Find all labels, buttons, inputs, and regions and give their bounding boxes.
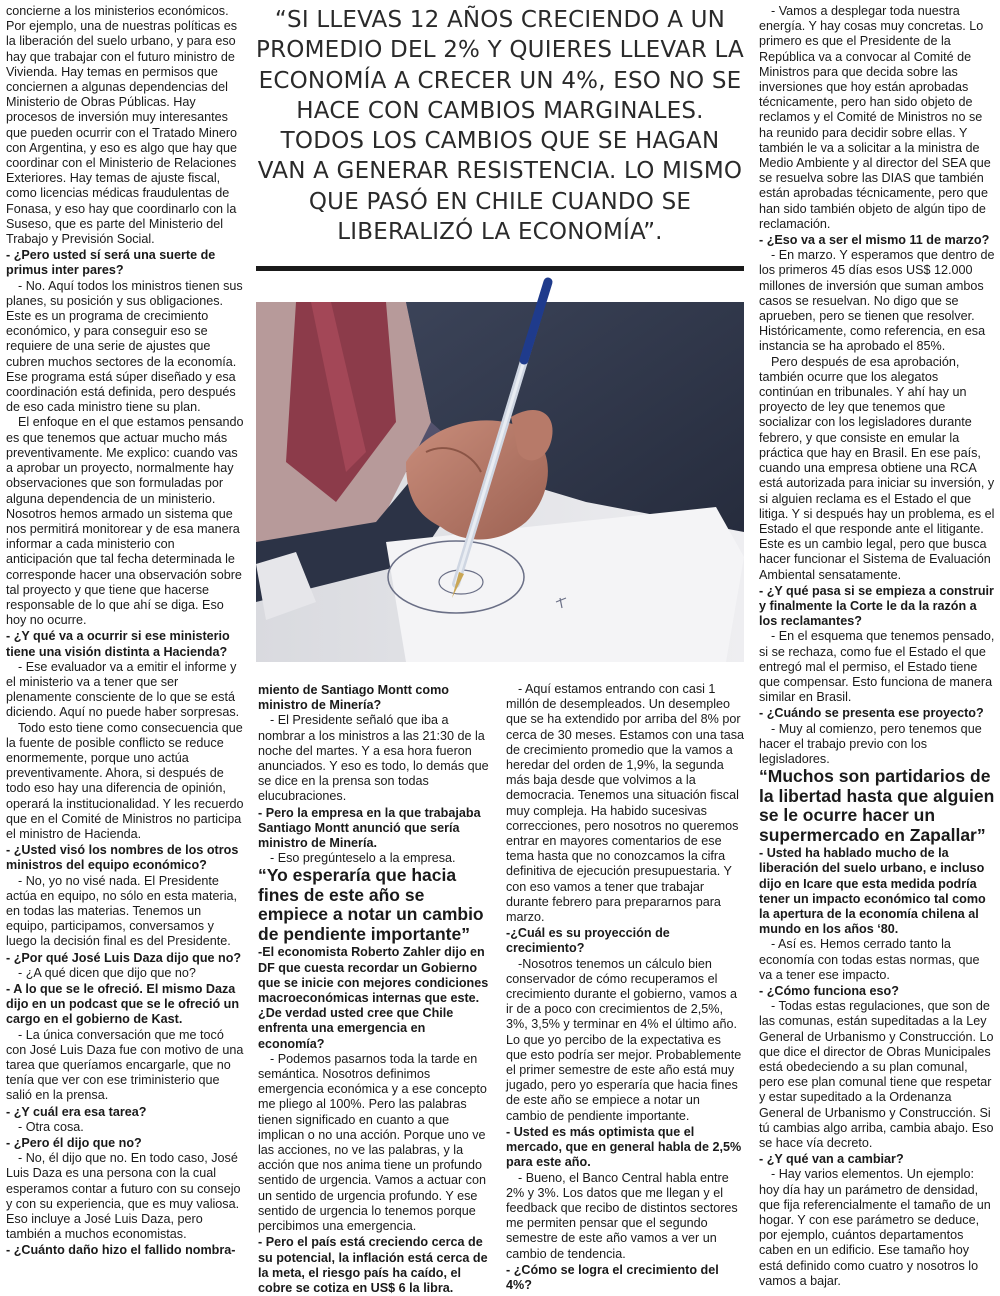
answer-paragraph: - En el esquema que tenemos pensado, si se rechaza, como fue el Estado el que entregó mal el permiso, el Estado tiene que compensar. Esto funciona de manera similar en Brasil. xyxy=(759,629,995,705)
quote-divider xyxy=(256,266,744,271)
answer-paragraph: Pero después de esa aprobación, también ocurre que los alegatos continúan en tribunales. Y ahí hay un proyecto de ley que tenemos que socializar con los legisladores durante febrero, y que consiste en emular la práctica que hay en Brasil. En ese país, cuando una empresa obtiene una RCA está autorizada para iniciar su inversión, y si alguien reclama es el Estado el que litiga. Y si después hay un problema, es el Estado el que responde ante el litigante. Este es un cambio legal, pero que busca hacer funcionar el Sistema de Evaluación Ambiental sensatamente. xyxy=(759,354,995,582)
article-column-2 xyxy=(258,682,494,1295)
answer-paragraph: - Así es. Hemos cerrado tanto la economía con todas estas normas, que va a tener ese impacto. xyxy=(759,937,980,982)
article-column-1 xyxy=(6,4,244,1268)
answer-paragraph: - Podemos pasarnos toda la tarde en semántica. Nosotros definimos emergencia económica y a ese concepto me pliego al 100%. Pero las palabras tienen significado en cuanto a que implican o no una acción. Porque uno ve las acciones, no ve las palabras, y la acción que nos anima tiene un profundo sentido de urgencia. Vamos a actuar con un sentido de urgencia profundo. Y ese sentido de urgencia lo tenemos porque percibimos una emergencia. xyxy=(258,1051,487,1234)
interview-question: - ¿Cómo funciona eso? xyxy=(759,983,899,998)
interview-question: - ¿Cuánto daño hizo el fallido nombra- xyxy=(6,1243,236,1258)
answer-paragraph: - La única conversación que me tocó con José Luis Daza fue con motivo de una tarea que queríamos encargarle, que no tenía que ver con ese triministerio que salió en la prensa. xyxy=(6,1027,244,1103)
answer-paragraph: - Muy al comienzo, pero tenemos que hacer el trabajo previo con los legisladores. xyxy=(759,721,982,766)
answer-paragraph: concierne a los ministerios económicos. Por ejemplo, una de nuestras políticas es la liberación del suelo urbano, y para eso hay que trabajar con el futuro ministro de Vivienda. Hay temas en permisos que conciernen a algunas dependencias del Ministerio de Obras Públicas. Hay procesos de inversión muy interesantes que pueden ocurrir con el Tratado Minero con Argentina, y eso es algo que hay que coordinar con el Ministerio de Relaciones Exteriores. Hay temas de ajuste fiscal, como licencias médicas fraudulentas de Fonasa, y eso hay que coordinarlo con la Suseso, que es parte del Ministerio del Trabajo y Previsión Social. xyxy=(6,4,238,247)
answer-paragraph: - El Presidente señaló que iba a nombrar a los ministros a las 21:30 de la noche del martes. Y a esa hora fueron anunciados. Y eso es todo, lo demás que se dice en la prensa son todas elucubraciones. xyxy=(258,713,489,804)
answer-paragraph: - No, yo no visé nada. El Presidente actúa en equipo, no sólo en esta materia, en todas las materias. Tenemos un equipo, participamos, conversamos y luego la decisión final es del Presidente. xyxy=(6,873,238,949)
interview-question: - ¿Y qué va a ocurrir si ese ministerio tiene una visión distinta a Hacienda? xyxy=(6,629,230,659)
answer-paragraph: - Hay varios elementos. Un ejemplo: hoy día hay un parámetro de densidad, que fija referencialmente el tamaño de un hogar. Y con ese parámetro se deduce, por ejemplo, cuántos departamentos caben en un edificio. Ese tamaño hoy está definido como cuatro y nosotros lo vamos a bajar. xyxy=(759,1167,991,1288)
answer-paragraph: - En marzo. Y esperamos que dentro de los primeros 45 días esos US$ 12.000 millones de inversión que suman ambos casos se resuelvan. No digo que se aprueben, pero se tienen que resolver. Históricamente, como referencia, en esa instancia se ha aprobado el 85%. xyxy=(759,248,995,354)
interview-question: - Usted es más optimista que el mercado, que en general habla de 2,5% para este año. xyxy=(506,1124,742,1170)
interview-question: - ¿Eso va a ser el mismo 11 de marzo? xyxy=(759,233,990,248)
answer-paragraph: - Vamos a desplegar toda nuestra energía. Y hay cosas muy concretas. Lo primero es que el Presidente de la República va a convocar al Comité de Ministros para que decida sobre las inversiones que hoy están aprobadas técnicamente, pero han sido objeto de reclamos y el Comité de Ministros no se ha reunido para decidir sobre ellas. Y también le va a solicitar a la ministra de Medio Ambiente y al director del SEA que se resuelva sobre las DIAS que también están aprobadas técnicamente, pero que han sido también objeto de algún tipo de reclamación. xyxy=(759,4,991,231)
interview-question: - ¿Cómo se logra el crecimiento del 4%? xyxy=(506,1262,719,1292)
interview-question: miento de Santiago Montt como ministro de Minería? xyxy=(258,683,450,713)
interview-question: - Pero la empresa en la que trabajaba Santiago Montt anunció que sería ministro de Minería. xyxy=(258,805,481,851)
section-heading: “Yo esperaría que hacia fines de este año se empiece a notar un cambio de pendiente importante” xyxy=(258,865,484,944)
interview-question: - ¿Y cuál era esa tarea? xyxy=(6,1104,147,1119)
answer-paragraph: - Eso pregúnteselo a la empresa. xyxy=(270,851,456,866)
interview-question: - ¿Pero él dijo que no? xyxy=(6,1136,142,1151)
interview-question: - Pero el país está creciendo cerca de su potencial, la inflación está cerca de la meta, el riesgo país ha caído, el cobre se cotiza en US$ 6 la libra. xyxy=(258,1235,488,1295)
interview-question: - ¿Pero usted sí será una suerte de primus inter pares? xyxy=(6,248,216,278)
section-heading: “Muchos son partidarios de la libertad hasta que alguien se le ocurre hacer un supermercado en Zapallar” xyxy=(759,766,995,845)
answer-paragraph: - Bueno, el Banco Central habla entre 2% y 3%. Los datos que me llegan y el feedback que recibo de distintos sectores me permiten pensar que el segundo semestre de este año vamos a ver un cambio de tendencia. xyxy=(506,1170,738,1261)
answer-paragraph: - Otra cosa. xyxy=(18,1119,84,1134)
interview-question: - Usted ha hablado mucho de la liberación del suelo urbano, e incluso dijo en Icare que esta medida podría tener un impacto económico tal como la apertura de la economía chilena al mundo en los años ‘80. xyxy=(759,846,986,937)
answer-paragraph: - No, él dijo que no. En todo caso, José Luis Daza es una persona con la cual esperamos contar a futuro con su consejo y con su experiencia, que es muy valiosa. Eso incluye a José Luis Daza, pero también a muchos economistas. xyxy=(6,1151,241,1242)
article-column-4 xyxy=(759,4,995,1288)
interview-question: - ¿Y qué pasa si se empieza a construir y finalmente la Corte le da la razón a los reclamantes? xyxy=(759,583,994,629)
answer-paragraph: - Todas estas regulaciones, que son de las comunas, están supeditadas a la Ley General de Urbanismo y Construcción. Lo que dice el director de Obras Municipales está obedeciendo a su plan comunal, pero ese plan comunal tiene que respetar y estar supeditado a la Ordenanza General de Urbanismo y Construcción. Si tú cambias algo arriba, cambia abajo. Eso se hace vía decreto. xyxy=(759,999,994,1151)
answer-paragraph: El enfoque en el que estamos pensando es que tenemos que actuar mucho más preventivamente. Me explico: cuando vas a aprobar un proyecto, normalmente hay observaciones que son formuladas por alguna dependencia de un ministerio. Nosotros hemos armado un sistema que nos permitirá monitorear y de esa manera informar a cada ministerio con anticipación que tal fecha determinada le corresponde hacer una observación sobre tal proyecto y que tiene que hacerse responsable de lo que ahí se diga. Eso hoy no ocurre. xyxy=(6,415,244,628)
interview-question: -El economista Roberto Zahler dijo en DF que cuesta recordar un Gobierno que se inicie con mejores condiciones macroeconómicas internas que este. ¿De verdad usted cree que Chile enfrenta una emergencia en economía? xyxy=(258,945,489,1051)
answer-paragraph: - Ese evaluador va a emitir el informe y el ministerio va a tener que ser plenamente consciente de lo que se está diciendo. Aquí no puede haber sorpresas. xyxy=(6,659,240,720)
article-photo xyxy=(256,302,744,662)
interview-question: - ¿Y qué van a cambiar? xyxy=(759,1152,904,1167)
answer-paragraph: - Aquí estamos entrando con casi 1 millón de desempleados. Un desempleo que se ha extendido por arriba del 8% por cerca de 30 meses. Estamos con una tasa de crecimiento promedio que la vamos a heredar del orden de 1,9%, la segunda más baja desde que volvimos a la democracia. Tenemos una situación fiscal muy compleja. Ha habido sucesivas correcciones, pero nosotros no queremos entrar en mayores comentarios de ese tema hasta que no conozcamos la cifra definitiva de ejecución presupuestaria. Y con eso vamos a tener que trabajar durante febrero para prepararnos para marzo. xyxy=(506,682,745,925)
answer-paragraph: - No. Aquí todos los ministros tienen sus planes, su posición y sus obligaciones. Este es un programa de crecimiento económico, y para conseguir eso se requiere de una serie de ajustes que cubren muchos sectores de la economía. Ese programa está súper diseñado y esa coordinación está definida, pero después de eso cada ministro tiene su plan. xyxy=(6,278,243,415)
interview-question: - A lo que se le ofreció. El mismo Daza dijo en un podcast que se le ofreció un cargo en el gobierno de Kast. xyxy=(6,982,240,1027)
interview-question: - ¿Usted visó los nombres de los otros ministros del equipo económico? xyxy=(6,843,239,873)
interview-question: -¿Cuál es su proyección de crecimiento? xyxy=(506,926,670,956)
pull-quote: “SI LLEVAS 12 AÑOS CRECIENDO A UN PROMEDIO DEL 2% Y QUIERES LLEVAR LA ECONOMÍA A CRECER UN 4%, ESO NO SE HACE CON CAMBIOS MARGINALES. TODOS LOS CAMBIOS QUE SE HAGAN VAN A GENERAR RESISTENCIA. LO MISMO QUE PASÓ EN CHILE CUANDO SE LIBERALIZÓ LA ECONOMÍA”. xyxy=(256,7,744,246)
answer-paragraph: - ¿A qué dicen que dijo que no? xyxy=(18,965,196,980)
article-column-3 xyxy=(506,682,745,1292)
answer-paragraph: -Nosotros tenemos un cálculo bien conservador de cómo recuperamos el crecimiento durante el gobierno, vamos a ir de a poco con crecimientos de 2,5%, 3%, 3,5% y terminar en 4% el último año. Lo que yo percibo de la expectativa es que esto podría ser mejor. Probablemente el primer semestre de este año está muy jugado, pero yo esperaría que hacia fines de este año se empiece a notar un cambio de pendiente importante. xyxy=(506,956,742,1123)
interview-question: - ¿Por qué José Luis Daza dijo que no? xyxy=(6,950,242,965)
interview-question: - ¿Cuándo se presenta ese proyecto? xyxy=(759,706,984,721)
answer-paragraph: Todo esto tiene como consecuencia que la fuente de posible conflicto se reduce enormemente, porque uno actúa preventivamente. Ahora, si después de todo eso hay una diferencia de opinión, operará la institucionalidad. Y les recuerdo que en el Comité de Ministros no participa el ministro de Hacienda. xyxy=(6,720,244,841)
